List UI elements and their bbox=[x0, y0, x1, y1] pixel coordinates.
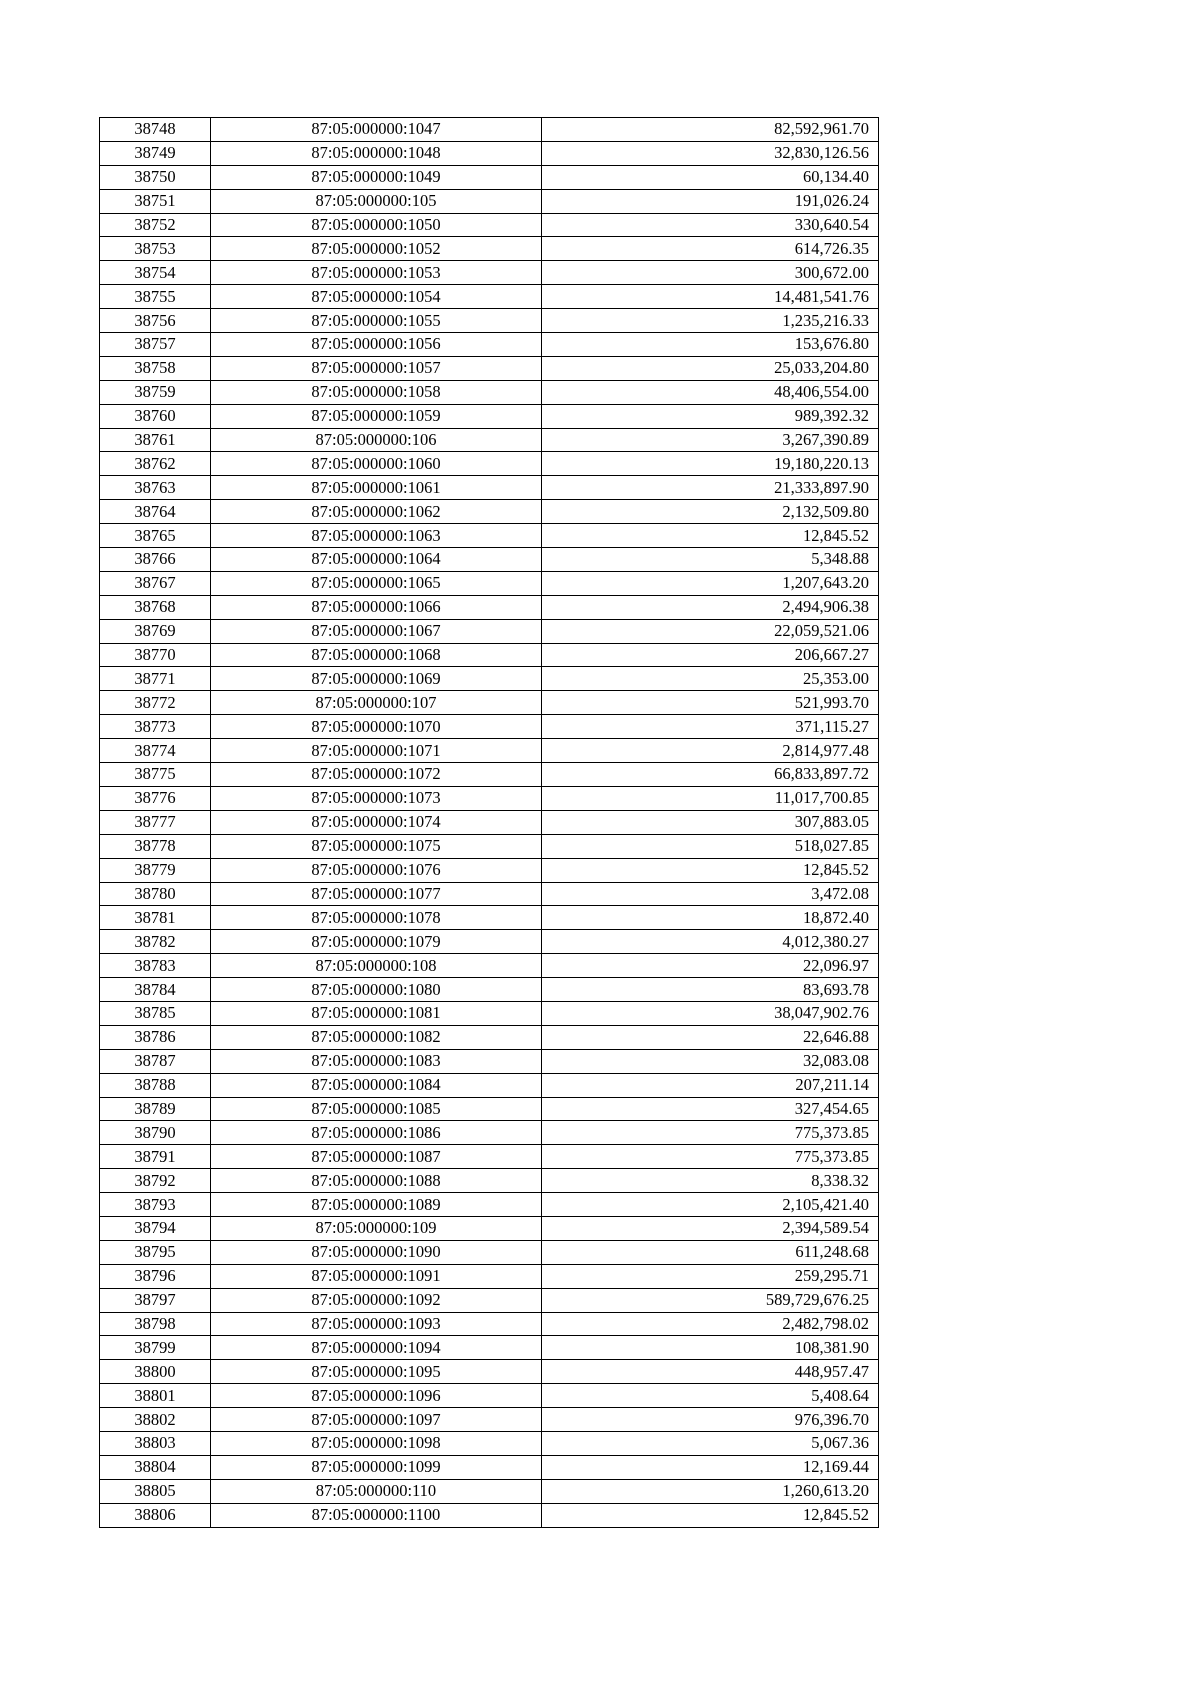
table-row bbox=[100, 1503, 879, 1527]
table-row bbox=[100, 715, 879, 739]
value-cell: 2,814,977.48 bbox=[542, 739, 879, 763]
row-number-cell: 38780 bbox=[100, 882, 211, 906]
table-row bbox=[100, 1025, 879, 1049]
cadastral-number-cell: 87:05:000000:1066 bbox=[211, 595, 542, 619]
row-number-cell: 38803 bbox=[100, 1431, 211, 1455]
table-row bbox=[100, 452, 879, 476]
table-row bbox=[100, 643, 879, 667]
table-row bbox=[100, 500, 879, 524]
value-cell: 327,454.65 bbox=[542, 1097, 879, 1121]
table-row bbox=[100, 1408, 879, 1432]
value-cell: 775,373.85 bbox=[542, 1121, 879, 1145]
cadastral-number-cell: 87:05:000000:106 bbox=[211, 428, 542, 452]
table-row bbox=[100, 309, 879, 333]
value-cell: 2,394,589.54 bbox=[542, 1216, 879, 1240]
cadastral-number-cell: 87:05:000000:1096 bbox=[211, 1384, 542, 1408]
row-number-cell: 38760 bbox=[100, 404, 211, 428]
cadastral-number-cell: 87:05:000000:1080 bbox=[211, 978, 542, 1002]
table-row bbox=[100, 906, 879, 930]
cadastral-number-cell: 87:05:000000:1063 bbox=[211, 524, 542, 548]
value-cell: 206,667.27 bbox=[542, 643, 879, 667]
row-number-cell: 38804 bbox=[100, 1455, 211, 1479]
cadastral-number-cell: 87:05:000000:1073 bbox=[211, 786, 542, 810]
value-cell: 1,260,613.20 bbox=[542, 1479, 879, 1503]
row-number-cell: 38759 bbox=[100, 380, 211, 404]
table-row bbox=[100, 667, 879, 691]
table-row bbox=[100, 261, 879, 285]
cadastral-number-cell: 87:05:000000:1050 bbox=[211, 213, 542, 237]
cadastral-number-cell: 87:05:000000:1091 bbox=[211, 1264, 542, 1288]
value-cell: 4,012,380.27 bbox=[542, 930, 879, 954]
row-number-cell: 38785 bbox=[100, 1001, 211, 1025]
cadastral-number-cell: 87:05:000000:1074 bbox=[211, 810, 542, 834]
value-cell: 25,353.00 bbox=[542, 667, 879, 691]
table-row bbox=[100, 810, 879, 834]
table-row bbox=[100, 1097, 879, 1121]
value-cell: 5,408.64 bbox=[542, 1384, 879, 1408]
table-row bbox=[100, 1169, 879, 1193]
cadastral-number-cell: 87:05:000000:1081 bbox=[211, 1001, 542, 1025]
value-cell: 448,957.47 bbox=[542, 1360, 879, 1384]
table-row bbox=[100, 930, 879, 954]
table-body bbox=[100, 118, 879, 1528]
table-row bbox=[100, 165, 879, 189]
table-row bbox=[100, 1240, 879, 1264]
row-number-cell: 38783 bbox=[100, 954, 211, 978]
cadastral-number-cell: 87:05:000000:1054 bbox=[211, 285, 542, 309]
row-number-cell: 38790 bbox=[100, 1121, 211, 1145]
value-cell: 12,845.52 bbox=[542, 524, 879, 548]
cadastral-number-cell: 87:05:000000:1082 bbox=[211, 1025, 542, 1049]
table-row bbox=[100, 786, 879, 810]
value-cell: 66,833,897.72 bbox=[542, 763, 879, 787]
row-number-cell: 38779 bbox=[100, 858, 211, 882]
cadastral-number-cell: 87:05:000000:1098 bbox=[211, 1431, 542, 1455]
value-cell: 518,027.85 bbox=[542, 834, 879, 858]
cadastral-number-cell: 87:05:000000:1067 bbox=[211, 619, 542, 643]
value-cell: 2,482,798.02 bbox=[542, 1312, 879, 1336]
cadastral-number-cell: 87:05:000000:1058 bbox=[211, 380, 542, 404]
table-row bbox=[100, 978, 879, 1002]
cadastral-number-cell: 87:05:000000:1062 bbox=[211, 500, 542, 524]
cadastral-number-cell: 87:05:000000:1061 bbox=[211, 476, 542, 500]
row-number-cell: 38788 bbox=[100, 1073, 211, 1097]
cadastral-number-cell: 87:05:000000:1071 bbox=[211, 739, 542, 763]
data-table bbox=[99, 117, 879, 1528]
row-number-cell: 38806 bbox=[100, 1503, 211, 1527]
cadastral-number-cell: 87:05:000000:1088 bbox=[211, 1169, 542, 1193]
row-number-cell: 38776 bbox=[100, 786, 211, 810]
value-cell: 1,235,216.33 bbox=[542, 309, 879, 333]
value-cell: 153,676.80 bbox=[542, 333, 879, 357]
value-cell: 83,693.78 bbox=[542, 978, 879, 1002]
cadastral-number-cell: 87:05:000000:1097 bbox=[211, 1408, 542, 1432]
table-row bbox=[100, 428, 879, 452]
value-cell: 25,033,204.80 bbox=[542, 356, 879, 380]
cadastral-number-cell: 87:05:000000:1064 bbox=[211, 548, 542, 572]
cadastral-number-cell: 87:05:000000:1065 bbox=[211, 571, 542, 595]
value-cell: 2,132,509.80 bbox=[542, 500, 879, 524]
cadastral-number-cell: 87:05:000000:110 bbox=[211, 1479, 542, 1503]
row-number-cell: 38773 bbox=[100, 715, 211, 739]
table-row bbox=[100, 1288, 879, 1312]
table-row bbox=[100, 1216, 879, 1240]
cadastral-number-cell: 87:05:000000:1060 bbox=[211, 452, 542, 476]
cadastral-number-cell: 87:05:000000:1087 bbox=[211, 1145, 542, 1169]
value-cell: 976,396.70 bbox=[542, 1408, 879, 1432]
table-row bbox=[100, 1336, 879, 1360]
table-row bbox=[100, 189, 879, 213]
row-number-cell: 38765 bbox=[100, 524, 211, 548]
table-row bbox=[100, 548, 879, 572]
value-cell: 60,134.40 bbox=[542, 165, 879, 189]
value-cell: 191,026.24 bbox=[542, 189, 879, 213]
table-row bbox=[100, 237, 879, 261]
row-number-cell: 38753 bbox=[100, 237, 211, 261]
row-number-cell: 38767 bbox=[100, 571, 211, 595]
value-cell: 38,047,902.76 bbox=[542, 1001, 879, 1025]
value-cell: 330,640.54 bbox=[542, 213, 879, 237]
table-row bbox=[100, 1312, 879, 1336]
row-number-cell: 38787 bbox=[100, 1049, 211, 1073]
value-cell: 3,267,390.89 bbox=[542, 428, 879, 452]
value-cell: 589,729,676.25 bbox=[542, 1288, 879, 1312]
cadastral-number-cell: 87:05:000000:1090 bbox=[211, 1240, 542, 1264]
cadastral-number-cell: 87:05:000000:1055 bbox=[211, 309, 542, 333]
table-row bbox=[100, 691, 879, 715]
cadastral-number-cell: 87:05:000000:1083 bbox=[211, 1049, 542, 1073]
cadastral-number-cell: 87:05:000000:1099 bbox=[211, 1455, 542, 1479]
row-number-cell: 38764 bbox=[100, 500, 211, 524]
value-cell: 12,845.52 bbox=[542, 1503, 879, 1527]
value-cell: 5,348.88 bbox=[542, 548, 879, 572]
value-cell: 2,105,421.40 bbox=[542, 1193, 879, 1217]
value-cell: 22,059,521.06 bbox=[542, 619, 879, 643]
table-row bbox=[100, 1193, 879, 1217]
table-row bbox=[100, 1145, 879, 1169]
row-number-cell: 38771 bbox=[100, 667, 211, 691]
value-cell: 108,381.90 bbox=[542, 1336, 879, 1360]
value-cell: 22,646.88 bbox=[542, 1025, 879, 1049]
table-row bbox=[100, 213, 879, 237]
cadastral-number-cell: 87:05:000000:1059 bbox=[211, 404, 542, 428]
table-row bbox=[100, 356, 879, 380]
row-number-cell: 38758 bbox=[100, 356, 211, 380]
value-cell: 32,083.08 bbox=[542, 1049, 879, 1073]
row-number-cell: 38756 bbox=[100, 309, 211, 333]
row-number-cell: 38757 bbox=[100, 333, 211, 357]
value-cell: 82,592,961.70 bbox=[542, 118, 879, 142]
cadastral-number-cell: 87:05:000000:1049 bbox=[211, 165, 542, 189]
cadastral-number-cell: 87:05:000000:1057 bbox=[211, 356, 542, 380]
table-row bbox=[100, 1479, 879, 1503]
table-row bbox=[100, 118, 879, 142]
value-cell: 521,993.70 bbox=[542, 691, 879, 715]
table-row bbox=[100, 380, 879, 404]
cadastral-number-cell: 87:05:000000:1100 bbox=[211, 1503, 542, 1527]
row-number-cell: 38800 bbox=[100, 1360, 211, 1384]
table-row bbox=[100, 595, 879, 619]
value-cell: 48,406,554.00 bbox=[542, 380, 879, 404]
table-row bbox=[100, 1431, 879, 1455]
table-row bbox=[100, 1121, 879, 1145]
row-number-cell: 38782 bbox=[100, 930, 211, 954]
row-number-cell: 38795 bbox=[100, 1240, 211, 1264]
cadastral-number-cell: 87:05:000000:1095 bbox=[211, 1360, 542, 1384]
row-number-cell: 38805 bbox=[100, 1479, 211, 1503]
row-number-cell: 38754 bbox=[100, 261, 211, 285]
value-cell: 371,115.27 bbox=[542, 715, 879, 739]
row-number-cell: 38763 bbox=[100, 476, 211, 500]
row-number-cell: 38794 bbox=[100, 1216, 211, 1240]
value-cell: 307,883.05 bbox=[542, 810, 879, 834]
row-number-cell: 38748 bbox=[100, 118, 211, 142]
row-number-cell: 38752 bbox=[100, 213, 211, 237]
cadastral-number-cell: 87:05:000000:1070 bbox=[211, 715, 542, 739]
table-row bbox=[100, 834, 879, 858]
row-number-cell: 38784 bbox=[100, 978, 211, 1002]
cadastral-number-cell: 87:05:000000:1048 bbox=[211, 141, 542, 165]
cadastral-number-cell: 87:05:000000:1056 bbox=[211, 333, 542, 357]
row-number-cell: 38774 bbox=[100, 739, 211, 763]
cadastral-number-cell: 87:05:000000:1069 bbox=[211, 667, 542, 691]
cadastral-number-cell: 87:05:000000:1072 bbox=[211, 763, 542, 787]
cadastral-number-cell: 87:05:000000:1068 bbox=[211, 643, 542, 667]
row-number-cell: 38755 bbox=[100, 285, 211, 309]
value-cell: 614,726.35 bbox=[542, 237, 879, 261]
table-row bbox=[100, 285, 879, 309]
table-row bbox=[100, 739, 879, 763]
row-number-cell: 38749 bbox=[100, 141, 211, 165]
row-number-cell: 38772 bbox=[100, 691, 211, 715]
cadastral-number-cell: 87:05:000000:1053 bbox=[211, 261, 542, 285]
row-number-cell: 38796 bbox=[100, 1264, 211, 1288]
value-cell: 19,180,220.13 bbox=[542, 452, 879, 476]
value-cell: 3,472.08 bbox=[542, 882, 879, 906]
table-row bbox=[100, 404, 879, 428]
row-number-cell: 38769 bbox=[100, 619, 211, 643]
value-cell: 21,333,897.90 bbox=[542, 476, 879, 500]
cadastral-number-cell: 87:05:000000:107 bbox=[211, 691, 542, 715]
row-number-cell: 38751 bbox=[100, 189, 211, 213]
value-cell: 12,169.44 bbox=[542, 1455, 879, 1479]
value-cell: 1,207,643.20 bbox=[542, 571, 879, 595]
row-number-cell: 38786 bbox=[100, 1025, 211, 1049]
row-number-cell: 38766 bbox=[100, 548, 211, 572]
value-cell: 207,211.14 bbox=[542, 1073, 879, 1097]
cadastral-number-cell: 87:05:000000:1052 bbox=[211, 237, 542, 261]
cadastral-number-cell: 87:05:000000:1075 bbox=[211, 834, 542, 858]
value-cell: 5,067.36 bbox=[542, 1431, 879, 1455]
value-cell: 611,248.68 bbox=[542, 1240, 879, 1264]
row-number-cell: 38778 bbox=[100, 834, 211, 858]
row-number-cell: 38789 bbox=[100, 1097, 211, 1121]
table-row bbox=[100, 1264, 879, 1288]
row-number-cell: 38768 bbox=[100, 595, 211, 619]
table-row bbox=[100, 1455, 879, 1479]
value-cell: 11,017,700.85 bbox=[542, 786, 879, 810]
value-cell: 300,672.00 bbox=[542, 261, 879, 285]
cadastral-number-cell: 87:05:000000:1079 bbox=[211, 930, 542, 954]
value-cell: 2,494,906.38 bbox=[542, 595, 879, 619]
cadastral-number-cell: 87:05:000000:1093 bbox=[211, 1312, 542, 1336]
table-row bbox=[100, 1384, 879, 1408]
row-number-cell: 38762 bbox=[100, 452, 211, 476]
value-cell: 32,830,126.56 bbox=[542, 141, 879, 165]
row-number-cell: 38801 bbox=[100, 1384, 211, 1408]
row-number-cell: 38770 bbox=[100, 643, 211, 667]
value-cell: 8,338.32 bbox=[542, 1169, 879, 1193]
value-cell: 12,845.52 bbox=[542, 858, 879, 882]
value-cell: 989,392.32 bbox=[542, 404, 879, 428]
row-number-cell: 38781 bbox=[100, 906, 211, 930]
value-cell: 775,373.85 bbox=[542, 1145, 879, 1169]
table-row bbox=[100, 954, 879, 978]
table-row bbox=[100, 619, 879, 643]
value-cell: 14,481,541.76 bbox=[542, 285, 879, 309]
table-row bbox=[100, 1001, 879, 1025]
table-row bbox=[100, 333, 879, 357]
cadastral-number-cell: 87:05:000000:1084 bbox=[211, 1073, 542, 1097]
value-cell: 22,096.97 bbox=[542, 954, 879, 978]
table-row bbox=[100, 1360, 879, 1384]
cadastral-number-cell: 87:05:000000:1077 bbox=[211, 882, 542, 906]
row-number-cell: 38793 bbox=[100, 1193, 211, 1217]
cadastral-number-cell: 87:05:000000:1085 bbox=[211, 1097, 542, 1121]
row-number-cell: 38797 bbox=[100, 1288, 211, 1312]
table-row bbox=[100, 1073, 879, 1097]
cadastral-number-cell: 87:05:000000:1047 bbox=[211, 118, 542, 142]
table-row bbox=[100, 476, 879, 500]
cadastral-number-cell: 87:05:000000:1086 bbox=[211, 1121, 542, 1145]
cadastral-number-cell: 87:05:000000:1078 bbox=[211, 906, 542, 930]
row-number-cell: 38798 bbox=[100, 1312, 211, 1336]
row-number-cell: 38777 bbox=[100, 810, 211, 834]
table-row bbox=[100, 882, 879, 906]
table-row bbox=[100, 858, 879, 882]
row-number-cell: 38761 bbox=[100, 428, 211, 452]
table-row bbox=[100, 1049, 879, 1073]
cadastral-number-cell: 87:05:000000:1092 bbox=[211, 1288, 542, 1312]
row-number-cell: 38750 bbox=[100, 165, 211, 189]
table-row bbox=[100, 141, 879, 165]
cadastral-number-cell: 87:05:000000:1076 bbox=[211, 858, 542, 882]
row-number-cell: 38775 bbox=[100, 763, 211, 787]
cadastral-number-cell: 87:05:000000:108 bbox=[211, 954, 542, 978]
cadastral-number-cell: 87:05:000000:105 bbox=[211, 189, 542, 213]
table-row bbox=[100, 571, 879, 595]
table-row bbox=[100, 763, 879, 787]
row-number-cell: 38799 bbox=[100, 1336, 211, 1360]
value-cell: 18,872.40 bbox=[542, 906, 879, 930]
cadastral-number-cell: 87:05:000000:1089 bbox=[211, 1193, 542, 1217]
row-number-cell: 38792 bbox=[100, 1169, 211, 1193]
table-row bbox=[100, 524, 879, 548]
row-number-cell: 38802 bbox=[100, 1408, 211, 1432]
row-number-cell: 38791 bbox=[100, 1145, 211, 1169]
value-cell: 259,295.71 bbox=[542, 1264, 879, 1288]
cadastral-number-cell: 87:05:000000:109 bbox=[211, 1216, 542, 1240]
cadastral-number-cell: 87:05:000000:1094 bbox=[211, 1336, 542, 1360]
